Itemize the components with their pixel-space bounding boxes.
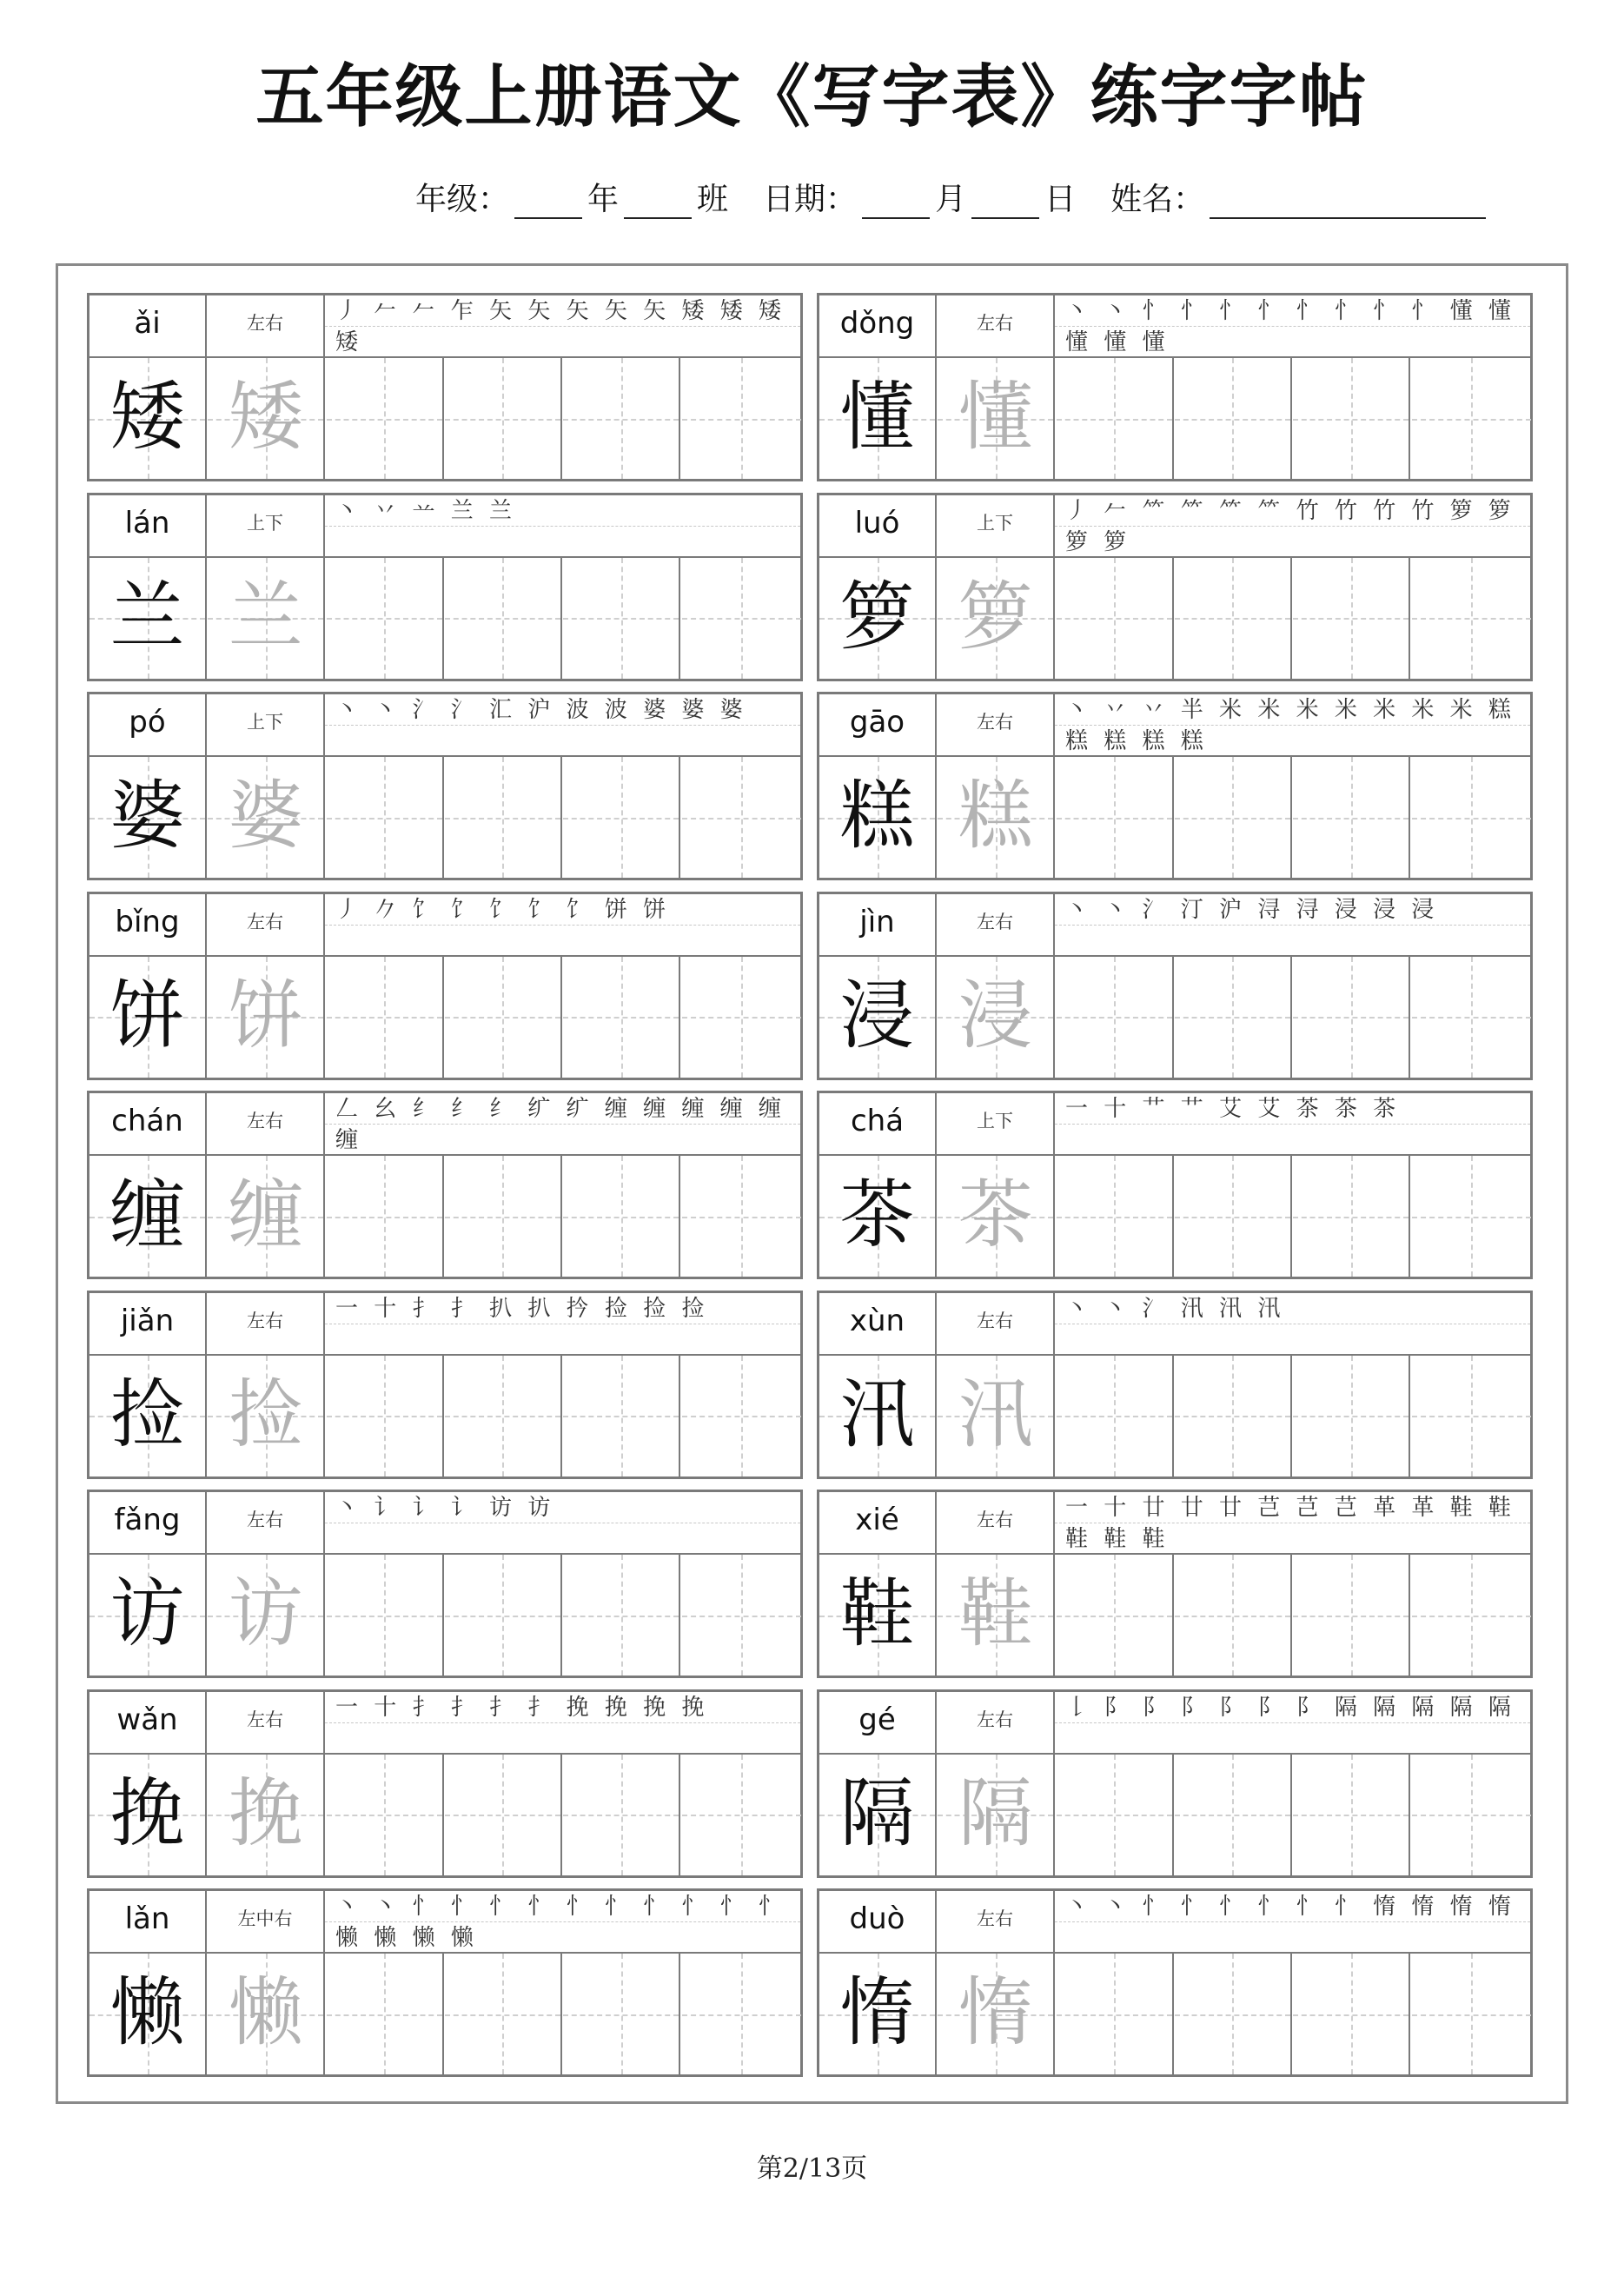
stroke-order: 丿 𠂊 饣 饣 饣 饣 饣 饼 饼 xyxy=(335,896,671,923)
pinyin: xié xyxy=(855,1503,899,1537)
char-card xyxy=(87,493,803,681)
structure-label: 左右 xyxy=(247,1310,283,1331)
stroke-order-cell xyxy=(1055,1093,1530,1156)
model-char-cell xyxy=(89,558,207,679)
trace-character: 鞋 xyxy=(958,1570,1033,1657)
char-card xyxy=(817,1888,1533,2077)
stroke-order: 一 十 扌 扌 扌 扌 挽 挽 挽 挽 xyxy=(335,1694,709,1721)
trace-char-cell xyxy=(938,1356,1055,1476)
pinyin: wǎn xyxy=(116,1702,178,1737)
writing-cell[interactable] xyxy=(1412,1156,1531,1277)
writing-cell[interactable] xyxy=(563,1755,680,1875)
structure-label: 上下 xyxy=(977,1111,1013,1131)
model-character: 懒 xyxy=(109,1969,185,2056)
char-card xyxy=(87,293,803,481)
pinyin-cell xyxy=(819,1492,937,1555)
trace-character: 挽 xyxy=(228,1769,303,1857)
trace-character: 茶 xyxy=(958,1171,1033,1258)
writing-cell[interactable] xyxy=(1175,1356,1292,1476)
writing-cell[interactable] xyxy=(1293,1156,1410,1277)
pinyin-cell xyxy=(89,1293,207,1356)
writing-cell[interactable] xyxy=(445,957,562,1078)
structure-cell xyxy=(937,295,1055,358)
stroke-order-cell xyxy=(325,1692,800,1755)
char-card xyxy=(87,692,803,880)
pinyin-cell xyxy=(819,1891,937,1954)
stroke-order-cell xyxy=(325,1293,800,1356)
pinyin: lǎn xyxy=(124,1901,170,1936)
model-char-cell xyxy=(819,1555,937,1676)
model-char-cell xyxy=(89,757,207,878)
writing-cell[interactable] xyxy=(682,358,801,479)
writing-cell[interactable] xyxy=(445,1755,562,1875)
writing-cell[interactable] xyxy=(1293,757,1410,878)
pinyin: ǎi xyxy=(134,306,161,341)
trace-char-cell xyxy=(208,1356,325,1476)
writing-cell[interactable] xyxy=(682,558,801,679)
pinyin: pó xyxy=(129,705,166,740)
trace-char-cell xyxy=(938,757,1055,878)
trace-character: 婆 xyxy=(228,773,303,859)
trace-char-cell xyxy=(208,957,325,1078)
trace-char-cell xyxy=(208,558,325,679)
stroke-order-cell xyxy=(325,495,800,558)
structure-cell xyxy=(937,495,1055,558)
writing-cell[interactable] xyxy=(682,1156,801,1277)
trace-character: 箩 xyxy=(958,573,1033,660)
model-char-cell xyxy=(819,1954,937,2074)
grade-year-blank[interactable] xyxy=(514,179,582,219)
stroke-order: 一 十 扌 扌 扒 扒 扲 捡 捡 捡 xyxy=(335,1295,709,1322)
char-card xyxy=(87,892,803,1080)
writing-cell[interactable] xyxy=(1412,358,1531,479)
pinyin-cell xyxy=(819,495,937,558)
stroke-order-cell xyxy=(325,1492,800,1555)
date-label: 日期： xyxy=(763,182,858,217)
writing-cell[interactable] xyxy=(1412,1555,1531,1676)
model-character: 茶 xyxy=(839,1171,915,1258)
writing-cell[interactable] xyxy=(1175,1156,1292,1277)
writing-cell[interactable] xyxy=(327,358,444,479)
writing-cell[interactable] xyxy=(1057,1954,1174,2074)
page-number: 第2/13页 xyxy=(756,2153,868,2184)
stroke-order: 丶 丷 丷 半 米 米 米 米 米 米 米 糕 糕 糕 糕 糕 xyxy=(1065,697,1515,754)
pinyin-cell xyxy=(89,1891,207,1954)
structure-cell xyxy=(207,1093,325,1156)
student-info-line xyxy=(415,167,1491,219)
writing-cell[interactable] xyxy=(563,957,680,1078)
model-char-cell xyxy=(819,358,937,479)
structure-label: 左右 xyxy=(977,712,1013,733)
structure-label: 左右 xyxy=(977,313,1013,334)
pinyin: gāo xyxy=(849,705,905,740)
writing-cell[interactable] xyxy=(563,757,680,878)
structure-cell xyxy=(207,894,325,957)
writing-cell[interactable] xyxy=(327,1555,444,1676)
structure-label: 上下 xyxy=(977,512,1013,534)
stroke-order-cell xyxy=(325,1093,800,1156)
stroke-order-cell xyxy=(1055,495,1530,558)
stroke-order: 丶 丷 䒑 兰 兰 xyxy=(335,497,517,524)
stroke-order: 一 十 廿 廿 廿 芑 芑 芑 革 革 鞋 鞋 鞋 鞋 鞋 xyxy=(1065,1495,1515,1552)
trace-character: 汛 xyxy=(958,1370,1033,1458)
char-card xyxy=(817,892,1533,1080)
trace-char-cell xyxy=(208,358,325,479)
name-blank[interactable] xyxy=(1210,179,1486,219)
trace-char-cell xyxy=(938,1755,1055,1875)
model-character: 懂 xyxy=(839,374,915,461)
class-label: 班 xyxy=(697,182,729,217)
structure-cell xyxy=(937,1093,1055,1156)
pinyin-cell xyxy=(819,1692,937,1755)
stroke-order: 丶 丶 忄 忄 忄 忄 忄 忄 忄 忄 懂 懂 懂 懂 懂 xyxy=(1065,298,1515,355)
model-character: 浸 xyxy=(839,972,915,1059)
structure-label: 左右 xyxy=(247,313,283,334)
char-card xyxy=(817,293,1533,481)
model-char-cell xyxy=(819,957,937,1078)
writing-cell[interactable] xyxy=(1057,957,1174,1078)
stroke-order-cell xyxy=(1055,894,1530,957)
stroke-order-cell xyxy=(325,1891,800,1954)
trace-character: 缠 xyxy=(228,1171,303,1258)
model-character: 兰 xyxy=(109,573,185,660)
writing-cell[interactable] xyxy=(327,1156,444,1277)
model-character: 汛 xyxy=(839,1370,915,1458)
structure-label: 左右 xyxy=(977,1709,1013,1730)
model-char-cell xyxy=(89,1555,207,1676)
model-char-cell xyxy=(89,1755,207,1875)
writing-cell[interactable] xyxy=(1412,757,1531,878)
trace-char-cell xyxy=(938,957,1055,1078)
stroke-order: 丿 𠂉 ⺮ ⺮ ⺮ ⺮ 竹 竹 竹 竹 箩 箩 箩 箩 xyxy=(1065,497,1515,555)
pinyin-cell xyxy=(819,1093,937,1156)
model-character: 糕 xyxy=(839,773,915,859)
pinyin: dǒng xyxy=(839,306,915,341)
pinyin: jìn xyxy=(859,904,895,939)
writing-cell[interactable] xyxy=(563,358,680,479)
year-label: 年 xyxy=(587,182,620,217)
writing-cell[interactable] xyxy=(1412,1356,1531,1476)
pinyin: xùn xyxy=(849,1303,905,1338)
pinyin-cell xyxy=(819,1293,937,1356)
model-character: 箩 xyxy=(839,573,915,660)
writing-cell[interactable] xyxy=(1412,957,1531,1078)
structure-label: 左右 xyxy=(247,1709,283,1730)
writing-cell[interactable] xyxy=(1175,957,1292,1078)
month-blank[interactable] xyxy=(862,179,930,219)
pinyin: chá xyxy=(850,1104,905,1138)
structure-cell xyxy=(207,1891,325,1954)
model-char-cell xyxy=(89,1156,207,1277)
structure-cell xyxy=(937,1293,1055,1356)
trace-character: 懒 xyxy=(228,1969,303,2056)
writing-cell[interactable] xyxy=(1293,1555,1410,1676)
model-character: 饼 xyxy=(109,972,185,1059)
writing-cell[interactable] xyxy=(1057,757,1174,878)
trace-character: 访 xyxy=(228,1570,303,1657)
structure-label: 上下 xyxy=(247,712,283,733)
structure-cell xyxy=(937,1891,1055,1954)
structure-label: 左右 xyxy=(977,1510,1013,1530)
trace-character: 饼 xyxy=(228,972,303,1059)
structure-label: 左右 xyxy=(977,1310,1013,1331)
stroke-order-cell xyxy=(1055,1492,1530,1555)
pinyin: duò xyxy=(849,1901,905,1936)
char-card xyxy=(87,1888,803,2077)
trace-char-cell xyxy=(208,1156,325,1277)
trace-char-cell xyxy=(208,1755,325,1875)
writing-cell[interactable] xyxy=(1057,1555,1174,1676)
writing-cell[interactable] xyxy=(1057,1755,1174,1875)
trace-char-cell xyxy=(938,1156,1055,1277)
writing-cell[interactable] xyxy=(1057,558,1174,679)
model-char-cell xyxy=(819,558,937,679)
pinyin: luó xyxy=(854,505,900,541)
writing-cell[interactable] xyxy=(1175,1954,1292,2074)
writing-cell[interactable] xyxy=(682,1755,801,1875)
pinyin-cell xyxy=(89,295,207,358)
pinyin-cell xyxy=(819,894,937,957)
stroke-order-cell xyxy=(1055,694,1530,757)
writing-cell[interactable] xyxy=(563,1555,680,1676)
pinyin: jiǎn xyxy=(120,1303,175,1338)
writing-cell[interactable] xyxy=(682,1356,801,1476)
model-char-cell xyxy=(819,1755,937,1875)
structure-cell xyxy=(207,1692,325,1755)
stroke-order: 丶 丶 氵 汛 汛 汛 xyxy=(1065,1295,1285,1322)
structure-label: 上下 xyxy=(247,512,283,534)
writing-cell[interactable] xyxy=(563,1954,680,2074)
stroke-order: 丶 讠 讠 讠 访 访 xyxy=(335,1495,555,1521)
model-character: 矮 xyxy=(109,374,185,461)
writing-cell[interactable] xyxy=(1057,358,1174,479)
trace-character: 糕 xyxy=(958,773,1033,859)
stroke-order: 一 十 艹 艹 艾 艾 茶 茶 茶 xyxy=(1065,1096,1401,1122)
model-char-cell xyxy=(819,1156,937,1277)
stroke-order: 丶 丶 忄 忄 忄 忄 忄 忄 惰 惰 惰 惰 xyxy=(1065,1894,1515,1920)
writing-cell[interactable] xyxy=(563,1356,680,1476)
char-card xyxy=(817,493,1533,681)
structure-label: 左右 xyxy=(247,1510,283,1530)
writing-cell[interactable] xyxy=(1293,558,1410,679)
writing-cell[interactable] xyxy=(445,1356,562,1476)
day-blank[interactable] xyxy=(971,179,1039,219)
trace-character: 浸 xyxy=(958,972,1033,1059)
model-character: 捡 xyxy=(109,1370,185,1458)
pinyin: chán xyxy=(111,1104,183,1138)
writing-cell[interactable] xyxy=(1175,358,1292,479)
name-label: 姓名： xyxy=(1110,182,1205,217)
trace-character: 隔 xyxy=(958,1769,1033,1857)
structure-label: 左右 xyxy=(247,1111,283,1131)
writing-cell[interactable] xyxy=(1293,1954,1410,2074)
writing-cell[interactable] xyxy=(1057,1156,1174,1277)
writing-cell[interactable] xyxy=(327,1954,444,2074)
trace-char-cell xyxy=(938,1954,1055,2074)
page-title: 五年级上册语文《写字表》练字字帖 xyxy=(255,58,1369,136)
trace-character: 惰 xyxy=(958,1969,1033,2056)
model-character: 婆 xyxy=(109,773,185,859)
writing-cell[interactable] xyxy=(682,957,801,1078)
pinyin-cell xyxy=(819,295,937,358)
pinyin-cell xyxy=(89,1093,207,1156)
char-card xyxy=(817,1291,1533,1479)
structure-cell xyxy=(207,1293,325,1356)
stroke-order: 𠃋 幺 纟 纟 纟 纩 纩 缠 缠 缠 缠 缠 缠 xyxy=(335,1096,785,1153)
trace-char-cell xyxy=(938,558,1055,679)
structure-label: 左右 xyxy=(977,911,1013,932)
day-label: 日 xyxy=(1044,182,1077,217)
stroke-order-cell xyxy=(1055,1692,1530,1755)
writing-cell[interactable] xyxy=(445,358,562,479)
char-card xyxy=(817,1490,1533,1678)
pinyin-cell xyxy=(89,1692,207,1755)
class-blank[interactable] xyxy=(624,179,692,219)
structure-label: 左中右 xyxy=(237,1908,293,1929)
model-character: 访 xyxy=(109,1570,185,1657)
model-character: 挽 xyxy=(109,1769,185,1857)
structure-cell xyxy=(207,295,325,358)
writing-cell[interactable] xyxy=(445,558,562,679)
writing-cell[interactable] xyxy=(682,757,801,878)
writing-cell[interactable] xyxy=(445,757,562,878)
writing-cell[interactable] xyxy=(1293,1356,1410,1476)
stroke-order: 𠄌 阝 阝 阝 阝 阝 阝 隔 隔 隔 隔 隔 xyxy=(1065,1694,1515,1721)
stroke-order-cell xyxy=(1055,295,1530,358)
writing-cell[interactable] xyxy=(1175,558,1292,679)
trace-character: 兰 xyxy=(228,573,303,660)
structure-cell xyxy=(937,694,1055,757)
writing-cell[interactable] xyxy=(445,1954,562,2074)
writing-cell[interactable] xyxy=(1293,1755,1410,1875)
writing-cell[interactable] xyxy=(445,1555,562,1676)
writing-cell[interactable] xyxy=(1175,1755,1292,1875)
writing-cell[interactable] xyxy=(682,1555,801,1676)
pinyin: bǐng xyxy=(115,904,180,939)
model-char-cell xyxy=(89,358,207,479)
pinyin: lán xyxy=(124,505,170,541)
char-card xyxy=(87,1689,803,1878)
stroke-order-cell xyxy=(325,295,800,358)
pinyin-cell xyxy=(819,694,937,757)
model-character: 缠 xyxy=(109,1171,185,1258)
structure-cell xyxy=(937,1492,1055,1555)
char-card xyxy=(87,1091,803,1279)
grade-label: 年级： xyxy=(415,182,510,217)
pinyin-cell xyxy=(89,1492,207,1555)
writing-cell[interactable] xyxy=(327,957,444,1078)
writing-cell[interactable] xyxy=(563,1156,680,1277)
model-character: 鞋 xyxy=(839,1570,915,1657)
trace-char-cell xyxy=(208,1555,325,1676)
char-card xyxy=(817,1091,1533,1279)
trace-char-cell xyxy=(938,358,1055,479)
stroke-order: 丶 丶 氵 汀 沪 浔 浔 浸 浸 浸 xyxy=(1065,896,1439,923)
trace-character: 懂 xyxy=(958,374,1033,461)
stroke-order: 丶 丶 氵 氵 汇 沪 波 波 婆 婆 婆 xyxy=(335,697,747,723)
writing-cell[interactable] xyxy=(327,757,444,878)
writing-cell[interactable] xyxy=(327,1755,444,1875)
stroke-order: 丿 𠂉 𠂉 乍 矢 矢 矢 矢 矢 矮 矮 矮 矮 xyxy=(335,298,785,355)
trace-char-cell xyxy=(938,1555,1055,1676)
trace-character: 矮 xyxy=(228,374,303,461)
writing-cell[interactable] xyxy=(327,1356,444,1476)
writing-cell[interactable] xyxy=(1412,1954,1531,2074)
writing-cell[interactable] xyxy=(1293,358,1410,479)
model-char-cell xyxy=(89,1954,207,2074)
model-char-cell xyxy=(819,757,937,878)
structure-cell xyxy=(937,894,1055,957)
structure-label: 左右 xyxy=(247,911,283,932)
writing-cell[interactable] xyxy=(1175,757,1292,878)
model-character: 惰 xyxy=(839,1969,915,2056)
stroke-order-cell xyxy=(1055,1293,1530,1356)
pinyin-cell xyxy=(89,694,207,757)
structure-cell xyxy=(207,495,325,558)
trace-char-cell xyxy=(208,1954,325,2074)
char-card xyxy=(87,1490,803,1678)
writing-cell[interactable] xyxy=(1293,957,1410,1078)
trace-character: 捡 xyxy=(228,1370,303,1458)
writing-cell[interactable] xyxy=(327,558,444,679)
structure-label: 左右 xyxy=(977,1908,1013,1929)
writing-cell[interactable] xyxy=(1412,558,1531,679)
model-char-cell xyxy=(89,957,207,1078)
stroke-order-cell xyxy=(325,694,800,757)
char-card xyxy=(87,1291,803,1479)
stroke-order: 丶 丶 忄 忄 忄 忄 忄 忄 忄 忄 忄 忄 懒 懒 懒 懒 xyxy=(335,1894,785,1951)
pinyin-cell xyxy=(89,495,207,558)
stroke-order-cell xyxy=(325,894,800,957)
pinyin: fǎng xyxy=(114,1503,181,1537)
structure-cell xyxy=(207,694,325,757)
model-char-cell xyxy=(89,1356,207,1476)
month-label: 月 xyxy=(935,182,967,217)
trace-char-cell xyxy=(208,757,325,878)
structure-cell xyxy=(937,1692,1055,1755)
model-char-cell xyxy=(819,1356,937,1476)
writing-cell[interactable] xyxy=(682,1954,801,2074)
writing-cell[interactable] xyxy=(1175,1555,1292,1676)
writing-cell[interactable] xyxy=(1412,1755,1531,1875)
writing-cell[interactable] xyxy=(445,1156,562,1277)
writing-cell[interactable] xyxy=(1057,1356,1174,1476)
char-card xyxy=(817,1689,1533,1878)
structure-cell xyxy=(207,1492,325,1555)
model-character: 隔 xyxy=(839,1769,915,1857)
pinyin: gé xyxy=(858,1702,896,1737)
pinyin-cell xyxy=(89,894,207,957)
writing-cell[interactable] xyxy=(563,558,680,679)
stroke-order-cell xyxy=(1055,1891,1530,1954)
char-card xyxy=(817,692,1533,880)
